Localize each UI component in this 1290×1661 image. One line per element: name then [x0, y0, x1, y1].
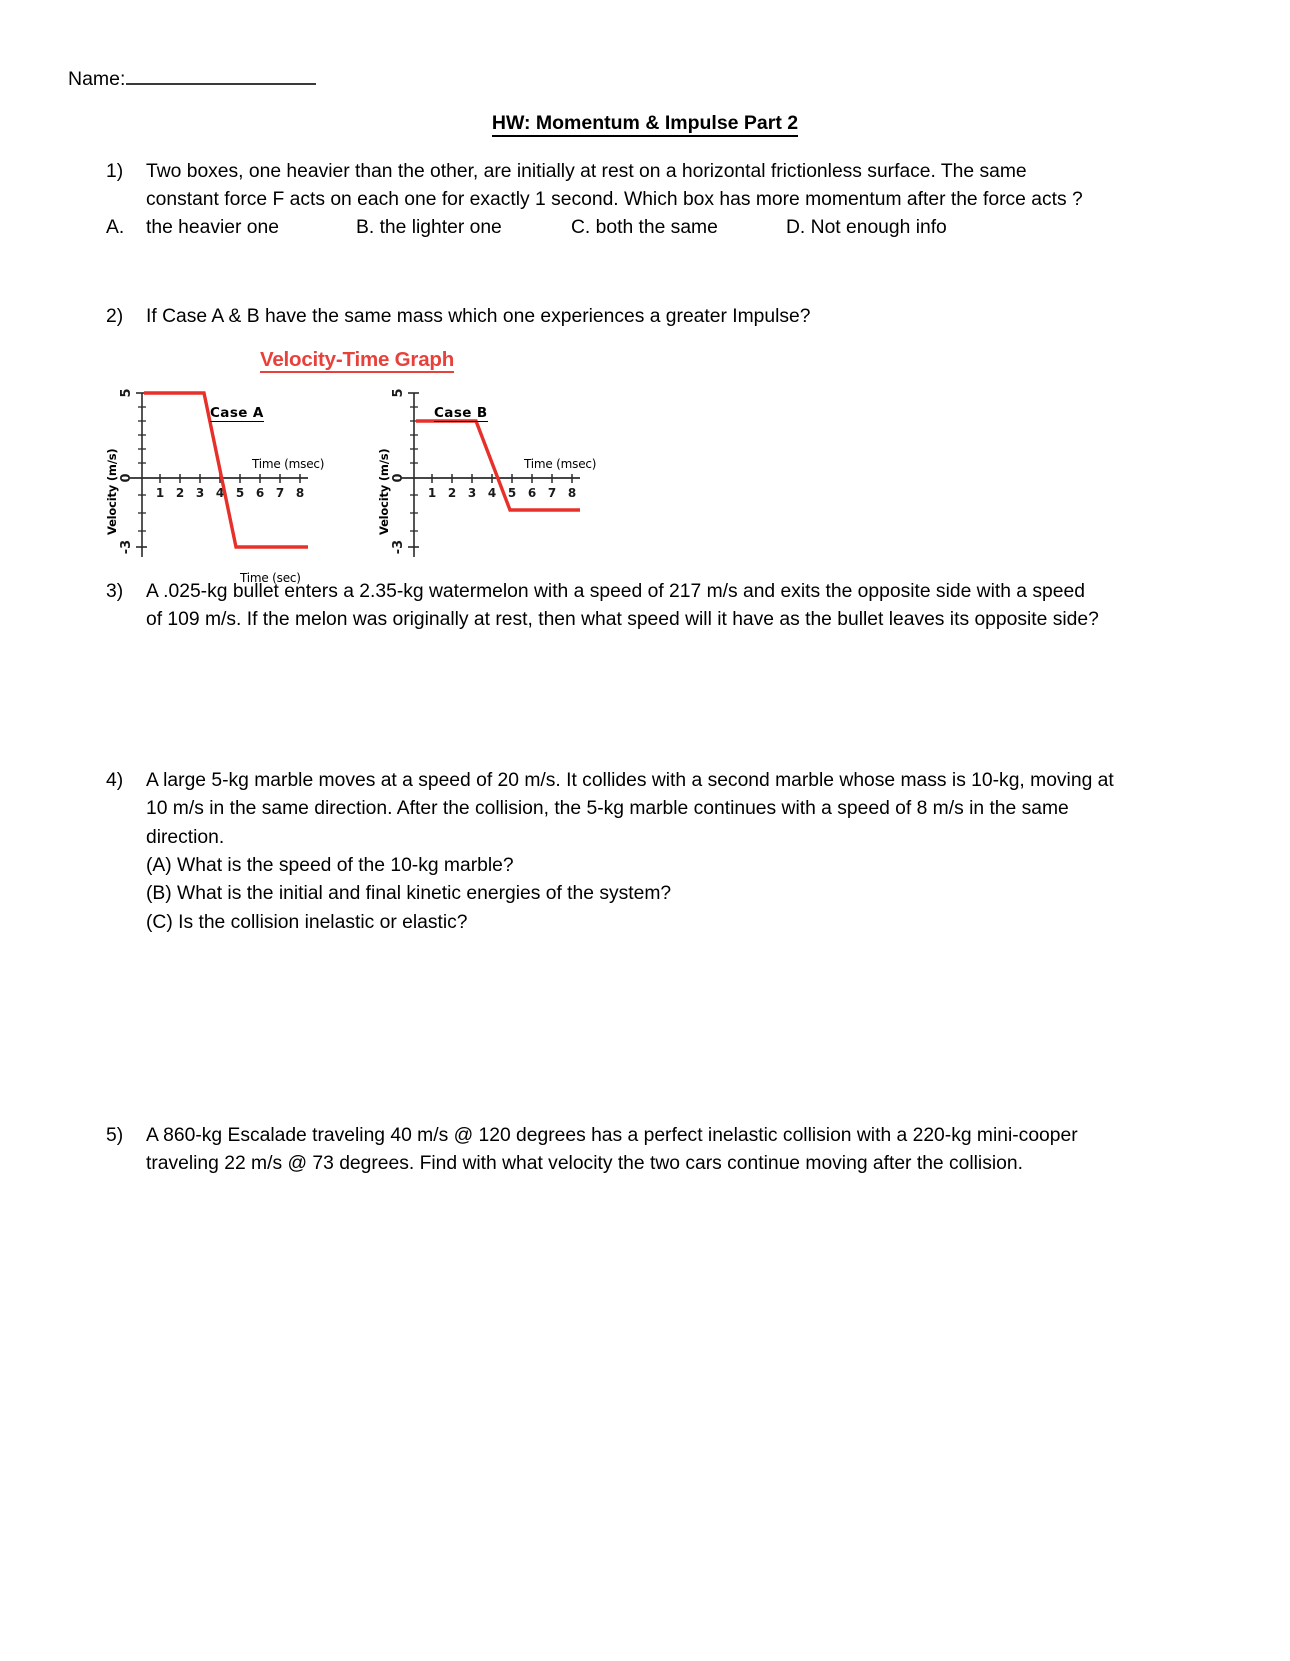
- question-5-number: 5): [106, 1125, 124, 1146]
- figure-title-text: Velocity-Time Graph: [260, 348, 455, 371]
- question-5-line-1: A 860-kg Escalade traveling 40 m/s @ 120 degrees has a perfect inelastic collision with a 220-kg mini-cooper: [146, 1125, 1078, 1146]
- figure-bottom-xlabel: Time (sec): [240, 571, 301, 585]
- svg-text:-3: -3: [391, 539, 406, 555]
- question-4-number: 4): [106, 770, 124, 791]
- svg-text:4: 4: [215, 486, 225, 500]
- question-3-line-2: of 109 m/s. If the melon was originally at rest, then what speed will it have as the bullet leaves its opposite side?: [146, 609, 1099, 631]
- svg-text:3: 3: [195, 486, 205, 500]
- name-input-blank[interactable]: [126, 69, 316, 85]
- question-4-part-a: (A) What is the speed of the 10-kg marble?: [146, 855, 514, 877]
- svg-text:6: 6: [527, 486, 537, 500]
- page-title-text: HW: Momentum & Impulse Part 2: [492, 112, 798, 137]
- velocity-time-figure: [100, 345, 700, 585]
- svg-text:5: 5: [235, 486, 245, 500]
- svg-text:8: 8: [567, 486, 577, 500]
- question-4: [106, 767, 1151, 937]
- svg-text:1: 1: [155, 486, 165, 500]
- svg-text:2: 2: [175, 486, 185, 500]
- name-label: Name:: [68, 68, 126, 90]
- question-4-body: [146, 767, 1151, 937]
- question-2: [106, 303, 1126, 331]
- chart-case-b-title: [434, 405, 488, 421]
- chart-case-a-title: [210, 405, 264, 421]
- question-5: [106, 1122, 1146, 1179]
- svg-text:8: 8: [295, 486, 305, 500]
- question-3-number: 3): [106, 581, 124, 602]
- choice-b[interactable]: B. the lighter one: [356, 217, 502, 238]
- chart-case-a-xlabel: Time (msec): [252, 457, 325, 471]
- name-field-row: [68, 68, 316, 91]
- svg-text:1: 1: [427, 486, 437, 500]
- question-5-body: [146, 1122, 1146, 1179]
- svg-text:2: 2: [447, 486, 457, 500]
- svg-text:0: 0: [391, 473, 406, 483]
- choice-a[interactable]: [106, 217, 356, 239]
- svg-text:-3: -3: [119, 539, 134, 555]
- choice-a-text: the heavier one: [146, 217, 279, 238]
- svg-text:7: 7: [275, 486, 285, 500]
- svg-text:5: 5: [391, 388, 406, 398]
- choice-a-label: A.: [106, 217, 125, 238]
- question-1-line-2: constant force F acts on each one for exactly 1 second. Which box has more momentum after the force acts ?: [146, 189, 1083, 211]
- question-4-part-b: (B) What is the initial and final kinetic energies of the system?: [146, 883, 672, 905]
- question-3: [106, 578, 1161, 635]
- svg-text:4: 4: [487, 486, 497, 500]
- question-4-line-2: 10 m/s in the same direction. After the collision, the 5-kg marble continues with a speed of 8 m/s in the same: [146, 798, 1069, 820]
- chart-case-b-ylabel: Velocity (m/s): [377, 448, 391, 535]
- choice-c[interactable]: C. both the same: [571, 217, 718, 238]
- choice-d[interactable]: D. Not enough info: [786, 217, 947, 238]
- question-3-body: [146, 578, 1161, 635]
- question-4-part-c: (C) Is the collision inelastic or elastic?: [146, 911, 468, 933]
- figure-title: [260, 348, 454, 372]
- svg-text:6: 6: [255, 486, 265, 500]
- question-3-line-1: A .025-kg bullet enters a 2.35-kg watermelon with a speed of 217 m/s and exits the opposite side with a speed: [146, 581, 1085, 602]
- svg-text:7: 7: [547, 486, 557, 500]
- page-title: [0, 112, 1290, 135]
- chart-case-b-xlabel: Time (msec): [524, 457, 597, 471]
- chart-case-a-title-text: Case A: [210, 405, 264, 421]
- question-5-line-2: traveling 22 m/s @ 73 degrees. Find with what velocity the two cars continue moving after the collision.: [146, 1153, 1023, 1175]
- question-2-number: 2): [106, 306, 124, 327]
- question-1-choices: [106, 217, 1106, 239]
- question-1-body: [146, 158, 1146, 215]
- question-4-line-3: direction.: [146, 826, 225, 848]
- svg-text:5: 5: [507, 486, 517, 500]
- svg-text:3: 3: [467, 486, 477, 500]
- svg-text:0: 0: [119, 473, 134, 483]
- question-1: [106, 158, 1146, 215]
- chart-case-a-ylabel: Velocity (m/s): [105, 448, 119, 535]
- chart-case-b-title-text: Case B: [434, 405, 488, 421]
- question-4-line-1: A large 5-kg marble moves at a speed of 20 m/s. It collides with a second marble whose mass is 10-kg, moving at: [146, 770, 1114, 791]
- question-2-body: If Case A & B have the same mass which one experiences a greater Impulse?: [146, 306, 811, 327]
- question-1-number: 1): [106, 161, 124, 182]
- chart-case-b: [372, 375, 622, 565]
- chart-case-a: [100, 375, 350, 585]
- question-1-line-1: Two boxes, one heavier than the other, are initially at rest on a horizontal frictionless surface. The same: [146, 161, 1027, 182]
- svg-text:5: 5: [119, 388, 134, 398]
